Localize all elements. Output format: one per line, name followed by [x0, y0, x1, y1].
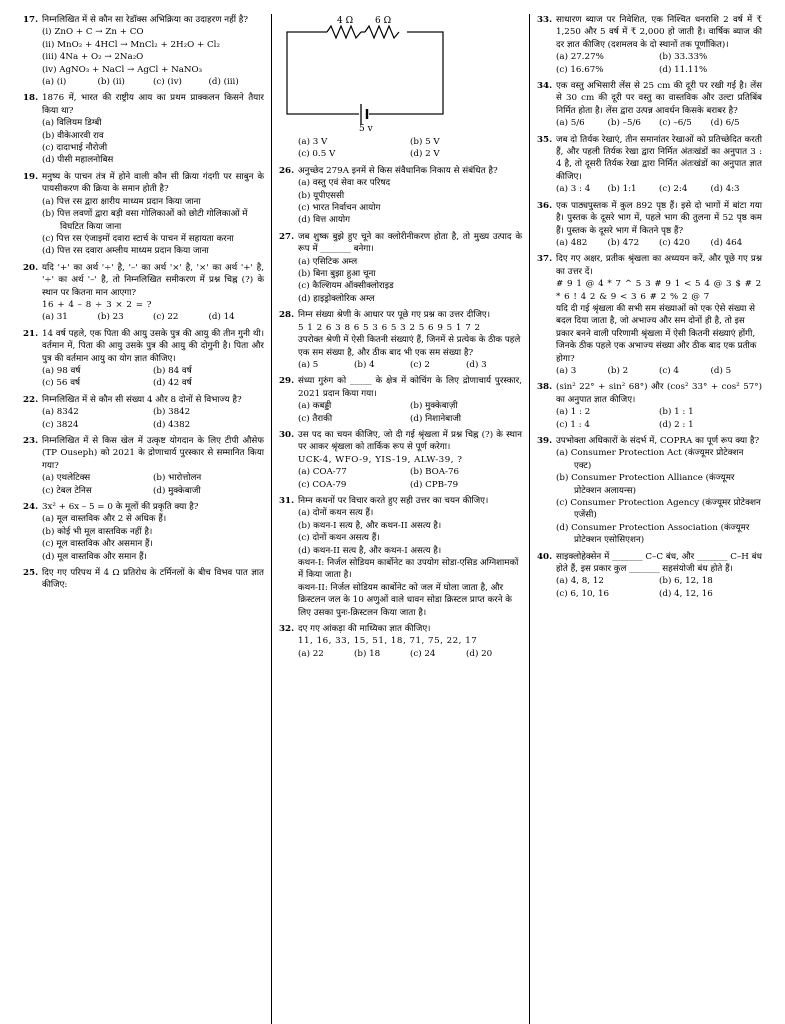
- option: (c) पित्त रस एंजाइमों दवारा स्टार्च के पाचन में सहायता करना: [42, 233, 234, 244]
- question: [279, 495, 522, 619]
- option: (c) भारत निर्वाचन आयोग: [298, 203, 381, 214]
- question-number: 21.: [23, 328, 39, 339]
- option-row: [537, 365, 762, 377]
- option: (d) पित्त रस दवारा अम्लीय माध्यम प्रदान किया जाना: [42, 246, 209, 257]
- option: (d) 3: [466, 359, 487, 370]
- statement-1: कथन-I: निर्जल सोडियम कार्बोनेट का उपयोग सोडा-एसिड अग्निशामकों में किया जाता है।: [298, 558, 519, 581]
- option: (d) CPB-79: [410, 479, 459, 490]
- question-stem: [537, 80, 762, 117]
- question-text: जब शुष्क बुझे हुए चूने का क्लोरीनीकरण होता है, तो मुख्य उत्पाद के रूप में _______ बनेगा।: [298, 231, 522, 255]
- question-stem: [537, 14, 762, 51]
- question: [537, 381, 762, 431]
- question-text: निम्नलिखित में से किस खेल में उत्कृष्ट योगदान के लिए टीपी औसेफ (TP Ouseph) को 2021 के द्रोणाचार्य पुरस्कार से सम्मानित किया गया?: [42, 436, 264, 471]
- question: [23, 394, 264, 431]
- option: (b) बिना बुझा हुआ चूना: [298, 269, 376, 280]
- question: [537, 200, 762, 250]
- resistor-4-label: 4 Ω: [337, 16, 354, 26]
- question-number: 38.: [537, 382, 553, 393]
- question: [279, 429, 522, 491]
- option: (a) COA-77: [298, 467, 347, 478]
- question-stem: [23, 171, 264, 196]
- question-data: 5 1 2 6 3 8 6 5 3 6 5 3 2 5 6 9 5 1 7 2: [298, 322, 481, 333]
- option: (b) वीकेआरवी राव: [42, 130, 104, 141]
- question-text: निम्नलिखित में से कौन सा रेडॉक्स अभिक्रिया का उदाहरण नहीं है?: [42, 15, 248, 25]
- question: [23, 567, 264, 592]
- question-number: 29.: [279, 376, 295, 387]
- question: [279, 309, 522, 371]
- column-2-questions: [279, 136, 522, 660]
- option: (b) भारोत्तोलन: [153, 473, 202, 484]
- option: (d) पीसी महालनोबिस: [42, 155, 114, 166]
- question: [279, 231, 522, 305]
- option: (b) 2: [607, 365, 629, 376]
- option: (c) तैराकी: [298, 413, 333, 424]
- option: (iv) AgNO₃ + NaCl → AgCl + NaNO₃: [42, 64, 203, 75]
- option: (c) 22: [153, 312, 179, 323]
- question-stem: [23, 262, 264, 299]
- question-text: दिए गए अक्षर, प्रतीक श्रृंखला का अध्ययन करें, और पूछे गए प्रश्न का उत्तर दें।: [556, 254, 762, 277]
- question-text: मनुष्य के पाचन तंत्र में होने वाली कौन सी क्रिया गंदगी पर साबुन के पायसीकरण की क्रिया के समान होती है?: [42, 171, 264, 195]
- option: (b) 1 : 1: [659, 407, 694, 418]
- option: (d) 2 : 1: [659, 419, 694, 430]
- question-stem: [23, 394, 264, 406]
- option: (c) 420: [659, 237, 690, 248]
- question-text: एक वस्तु अभिसारी लेंस से 25 cm की दूरी पर रखी गई है। लेंस से 30 cm की दूरी पर वस्तु का वास्तविक और उल्टा प्रतिबिंब निर्मित होता है। लेंस द्वारा उत्पन्न आवर्धन किसके बराबर है?: [556, 81, 762, 116]
- column-2: [271, 14, 530, 1024]
- question: [279, 623, 522, 660]
- question-stem: [279, 623, 522, 635]
- option: (d) 4, 12, 16: [659, 588, 713, 599]
- option: (a) 98 वर्ष: [42, 365, 81, 376]
- question-stem: [279, 429, 522, 454]
- option: (c) 2: [410, 359, 430, 370]
- battery-label: 5 v: [359, 124, 373, 132]
- option: (b) 23: [97, 312, 124, 323]
- option-grid: [537, 51, 762, 76]
- option: (c) 16.67%: [556, 64, 604, 75]
- question-number: 18.: [23, 93, 39, 104]
- question-number: 24.: [23, 502, 39, 513]
- question: [537, 134, 762, 196]
- option: (b) कथन-I सत्य है, और कथन-II असत्य है।: [298, 520, 442, 531]
- question: [23, 92, 264, 166]
- option: (d) 20: [466, 648, 493, 659]
- question-stem: [279, 165, 522, 177]
- question: [23, 501, 264, 563]
- option: (a) दोनों कथन सत्य हैं।: [298, 508, 374, 519]
- option: (c) दादाभाई नौरोजी: [42, 143, 108, 154]
- option: (a) एसिटिक अम्ल: [298, 256, 358, 267]
- question-number: 31.: [279, 495, 295, 506]
- option: (d) 5: [710, 365, 732, 376]
- option: (b) पित्त लवणों द्वारा बड़ी वसा गोलिकाओं को छोटी गोलिकाओं में विघटित किया जाना: [42, 209, 248, 232]
- question-number: 22.: [23, 394, 39, 405]
- option: (a) पित्त रस द्वारा क्षारीय माध्यम प्रदान किया जाना: [42, 196, 201, 207]
- question-text: (sin² 22° + sin² 68°) और (cos² 33° + cos² 57°) का अनुपात ज्ञात कीजिए।: [556, 382, 762, 405]
- question-data: 16 + 4 – 8 ÷ 3 × 2 = ?: [42, 299, 152, 310]
- circuit-diagram: [279, 14, 523, 132]
- option: (d) निशानेबाजी: [410, 413, 462, 424]
- question-number: 35.: [537, 134, 553, 145]
- question-number: 34.: [537, 81, 553, 92]
- question-text: साइक्लोहेक्सेन में _______ C–C बंध, और _______ C–H बंध होते हैं, इस प्रकार कुल _______ सहसंयोजी बंध होते हैं।: [556, 551, 762, 575]
- option: (b) 18: [354, 648, 381, 659]
- question: [279, 165, 522, 227]
- question-stem: [23, 501, 264, 513]
- option: (a) 1 : 2: [556, 407, 591, 418]
- question-stem: [279, 375, 522, 400]
- question-number: 37.: [537, 254, 553, 265]
- question: [537, 551, 762, 601]
- question-number: 27.: [279, 231, 295, 242]
- question: [279, 375, 522, 425]
- circuit-wire: [287, 32, 443, 114]
- option: (b) कोई भी मूल वास्तविक नहीं है।: [42, 526, 153, 537]
- option: (d) मूल वास्तविक और समान हैं।: [42, 551, 147, 562]
- option: (d) 6/5: [710, 118, 740, 129]
- option: (a) 3 V: [298, 137, 328, 147]
- option-row: [23, 76, 264, 88]
- option: (d) 4382: [153, 419, 191, 430]
- question-text: उपभोक्ता अधिकारों के संदर्भ में, COPRA का पूर्ण रूप क्या है?: [556, 436, 760, 446]
- option-grid: [23, 472, 264, 497]
- option: (d) 11.11%: [659, 64, 708, 75]
- option: (c) 3824: [42, 419, 79, 430]
- question: [279, 136, 522, 161]
- option: (a) 5: [298, 359, 319, 370]
- question-stem: [537, 134, 762, 184]
- option: (a) 482: [556, 237, 588, 248]
- option-row: [537, 183, 762, 195]
- option: (b) (ii): [97, 77, 125, 88]
- option: (d) 2 V: [410, 149, 440, 160]
- option: (iii) 4Na + O₂ → 2Na₂O: [42, 52, 144, 63]
- option: (a) 3: [556, 365, 577, 376]
- option-row: [537, 117, 762, 129]
- option: (b) 84 वर्ष: [153, 365, 192, 376]
- question-number: 40.: [537, 551, 553, 562]
- option: (a) 27.27%: [556, 52, 604, 63]
- question: [23, 14, 264, 88]
- option-grid: [23, 365, 264, 390]
- option: (d) (iii): [208, 77, 239, 88]
- option-grid: [279, 136, 522, 161]
- question-stem: [23, 92, 264, 117]
- option: (b) 1:1: [607, 184, 637, 195]
- question-data: # 9 1 @ 4 * 7 ^ 5 3 # 9 1 < 5 4 @ 3 $ # 2 * 6 ! 4 2 & 9 < 3 6 # 2 % 2 @ 7: [556, 279, 762, 302]
- question-stem: [537, 435, 762, 447]
- option: (c) 56 वर्ष: [42, 378, 81, 389]
- question: [537, 435, 762, 547]
- option: (b) 3842: [153, 407, 191, 418]
- option: (b) 33.33%: [659, 52, 708, 63]
- question-number: 39.: [537, 436, 553, 446]
- question: [537, 253, 762, 377]
- question-subtext: यदि दी गई श्रृंखला की सभी सम संख्याओं को एक ऐसे संख्या से बदल दिया जाता है, जो अभाज्य और सम दोनों ही है, तो इस प्रकार बनने वाली परिणामी श्रृंखला में ऐसी कितनी संख्याएं होंगी, जिनके ठीक पहले एक अभाज्य संख्या और ठीक बाद एक प्रतीक होगा?: [556, 303, 757, 364]
- question-text: दए गए आंकड़ा की माध्यिका ज्ञात कीजिए।: [298, 624, 431, 635]
- resistor-6-label: 6 Ω: [375, 16, 392, 26]
- question-stem: [537, 200, 762, 237]
- option: (b) BOA-76: [410, 467, 460, 478]
- option: (b) Consumer Protection Alliance (कंज्यूमर प्रोटेक्शन अलायन्स): [556, 473, 735, 496]
- option: (d) कथन-II सत्य है, और कथन-I असत्य है।: [298, 545, 442, 556]
- question: [23, 435, 264, 497]
- question: [23, 171, 264, 258]
- question-stem: [537, 551, 762, 576]
- question-text: दिए गए परिपथ में 4 Ω प्रतिरोध के टर्मिनलों के बीच विभव पात ज्ञात कीजिए:: [42, 568, 264, 591]
- question-stem: [279, 231, 522, 256]
- question-data: 11, 16, 33, 15, 51, 18, 71, 75, 22, 17: [298, 636, 478, 647]
- option: (a) 8342: [42, 407, 79, 418]
- option-row: [23, 311, 264, 323]
- question-number: 25.: [23, 568, 39, 579]
- option: (d) 14: [208, 312, 235, 323]
- option: (d) 464: [710, 237, 743, 248]
- option: (d) मुक्केबाजी: [153, 485, 201, 496]
- option: (c) टेबल टेनिस: [42, 485, 92, 496]
- question-text: 3x² + 6x – 5 = 0 के मूलों की प्रकृति क्या है?: [42, 502, 199, 513]
- question-number: 26.: [279, 165, 295, 176]
- option: (b) –5/6: [607, 118, 641, 129]
- option-grid: [537, 575, 762, 600]
- option: (ii) MnO₂ + 4HCl → MnCl₂ + 2H₂O + Cl₂: [42, 39, 220, 50]
- question-text: संध्या गुरुंग को _____ के क्षेत्र में कोचिंग के लिए द्रोणाचार्य पुरस्कार, 2021 प्रदान किया गया।: [298, 376, 522, 399]
- question-number: 17.: [23, 15, 39, 25]
- option: (c) (iv): [153, 77, 182, 88]
- question: [537, 14, 762, 76]
- option: (a) 5/6: [556, 118, 585, 129]
- option: (d) हाइड्रोक्लोरिक अम्ल: [298, 293, 375, 304]
- question-stem: [23, 567, 264, 592]
- question-text: यदि '+' का अर्थ '÷' है, '–' का अर्थ '×' है, '×' का अर्थ '+' है, '÷' का अर्थ '–' है, तो निम्नलिखित समीकरण में प्रश्न चिह्न (?) के स्थान पर कितना मान आएगा?: [42, 262, 264, 298]
- question-number: 23.: [23, 436, 39, 446]
- question-stem: [23, 328, 264, 365]
- question-number: 36.: [537, 200, 553, 211]
- option: (d) वित्त आयोग: [298, 215, 351, 226]
- question-number: 33.: [537, 15, 553, 25]
- question-text: 14 वर्ष पहले, एक पिता की आयु उसके पुत्र की आयु की तीन गुनी थी। वर्तमान में, पिता की आयु उसके पुत्र की आयु की दोगुनी है। पिता और पुत्र की वर्तमान आयु का योग ज्ञात कीजिए।: [42, 328, 264, 364]
- option: (c) 4: [659, 365, 679, 376]
- question-text: उस पद का चयन कीजिए, जो दी गई श्रृंखला में प्रश्न चिह्न (?) के स्थान पर आकर श्रृंखला को तार्किक रूप से पूर्ण करेगा।: [298, 429, 522, 453]
- option: (c) –6/5: [659, 118, 692, 129]
- question-number: 32.: [279, 624, 295, 635]
- question-stem: [279, 309, 522, 321]
- question-text: अनुच्छेद 279A इनमें से किस संवैधानिक निकाय से संबंधित है?: [298, 165, 498, 176]
- option-grid: [537, 406, 762, 431]
- option: (c) Consumer Protection Agency (कंज्यूमर प्रोटेक्शन एजेंसी): [556, 498, 761, 521]
- option: (i) ZnO + C → Zn + CO: [42, 27, 144, 38]
- option-row: [537, 237, 762, 249]
- question-stem: [23, 435, 264, 472]
- option: (b) 4: [354, 359, 375, 370]
- question-data: UCK-4, WFO-9, YIS-19, ALW-39, ?: [298, 454, 463, 465]
- option: (a) एथलेटिक्स: [42, 473, 91, 484]
- option: (c) COA-79: [298, 479, 347, 490]
- option: (a) Consumer Protection Act (कंज्यूमर प्रोटेक्शन एक्ट): [556, 448, 744, 471]
- option-row: [279, 648, 522, 660]
- option: (a) 22: [298, 648, 324, 659]
- question-subtext: उपरोक्त श्रेणी में ऐसी कितनी संख्याएं हैं, जिनमें से प्रत्येक के ठीक पहले एक सम संख्या है, और ठीक बाद भी एक सम संख्या है?: [298, 335, 521, 358]
- option: (b) 6, 12, 18: [659, 576, 713, 587]
- option: (a) (i): [42, 77, 67, 88]
- option: (d) 4:3: [710, 184, 740, 195]
- question-text: निम्नलिखित में से कौन सी संख्या 4 और 8 दोनों से विभाज्य है?: [42, 394, 242, 405]
- option: (c) मूल वास्तविक और असमान हैं।: [42, 539, 153, 550]
- question-text: एक पाठ्यपुस्तक में कुल 892 पृष्ठ हैं। इसे दो भागों में बांटा गया है। पुस्तक के दूसरे भाग में, पहले भाग की तुलना में 52 पृष्ठ कम हैं। पुस्तक के दूसरे भाग में कितने पृष्ठ हैं?: [556, 200, 762, 236]
- option: (c) 1 : 4: [556, 419, 590, 430]
- option: (a) वस्तु एवं सेवा कर परिषद: [298, 178, 391, 189]
- question: [537, 80, 762, 130]
- option: (a) विलियम डिग्बी: [42, 118, 102, 129]
- option: (c) दोनों कथन असत्य हैं।: [298, 533, 380, 544]
- option: (c) 24: [410, 648, 436, 659]
- option: (a) 4, 8, 12: [556, 576, 604, 587]
- option: (c) कैल्शियम ऑक्सीक्लोराइड: [298, 281, 394, 292]
- column-3: [530, 14, 769, 1024]
- question-number: 28.: [279, 310, 295, 321]
- question-stem: [23, 14, 264, 26]
- option: (c) 6, 10, 16: [556, 588, 610, 599]
- statement-2: कथन-II: निर्जल सोडियम कार्बोनेट को जल में घोला जाता है, और क्रिस्टलन जल के 10 अणुओं वाले धावन सोडा क्रिस्टल प्राप्त करने के लिए उसका पुनः-क्रिस्टलन किया जाता है।: [298, 582, 512, 618]
- question-stem: [537, 253, 762, 278]
- option: (b) यूपीएससी: [298, 190, 345, 201]
- question-number: 19.: [23, 171, 39, 182]
- option-grid: [279, 400, 522, 425]
- question-text: 1876 में, भारत की राष्ट्रीय आय का प्रथम प्राक्कलन किसने तैयार किया था?: [42, 93, 264, 116]
- option: (d) Consumer Protection Association (कंज्यूमर प्रोटेक्शन एसोसिएशन): [556, 522, 750, 546]
- option: (a) 31: [42, 312, 68, 323]
- option: (a) मूल वास्तविक और 2 से अधिक हैं।: [42, 514, 167, 525]
- question-text: साधारण ब्याज पर निवेशित, एक निश्चित धनराशि 2 वर्ष में ₹ 1,250 और 5 वर्ष में ₹ 2,000 हो जाती है। वार्षिक ब्याज की दर ज्ञात कीजिए (दशमलव के दो स्थानों तक पूर्णांकित)।: [556, 15, 762, 50]
- option: (c) 2:4: [659, 184, 688, 195]
- question-text: निम्न संख्या श्रेणी के आधार पर पूछे गए प्रश्न का उत्तर दीजिए।: [298, 310, 491, 321]
- option: (d) 42 वर्ष: [153, 378, 192, 389]
- option: (b) 472: [607, 237, 640, 248]
- question-stem: [537, 381, 762, 406]
- option-row: [279, 359, 522, 371]
- question-number: 30.: [279, 429, 295, 440]
- question-text: जब दो तिर्यक रेखाएं, तीन समानांतर रेखाओं को प्रतिच्छेदित करती हैं, और पहली तिर्यक रेखा द्वारा निर्मित अंतःखंडों का अनुपात 3 : 4 है, तो दूसरी तिर्यक रेखा द्वारा निर्मित अंतःखंडों का अनुपात ज्ञात कीजिए।: [556, 134, 762, 182]
- question-text: निम्न कथनों पर विचार करते हुए सही उत्तर का चयन कीजिए।: [298, 495, 489, 506]
- question: [23, 328, 264, 390]
- option-grid: [279, 466, 522, 491]
- option: (a) 3 : 4: [556, 184, 591, 195]
- option: (b) 5 V: [410, 137, 440, 147]
- option: (b) मुक्केबाज़ी: [410, 401, 458, 412]
- question-stem: [279, 495, 522, 507]
- question: [23, 262, 264, 324]
- column-1: [16, 14, 271, 1024]
- option-grid: [23, 406, 264, 431]
- question-number: 20.: [23, 262, 39, 273]
- option: (a) कबड्डी: [298, 401, 332, 412]
- option: (c) 0.5 V: [298, 149, 336, 160]
